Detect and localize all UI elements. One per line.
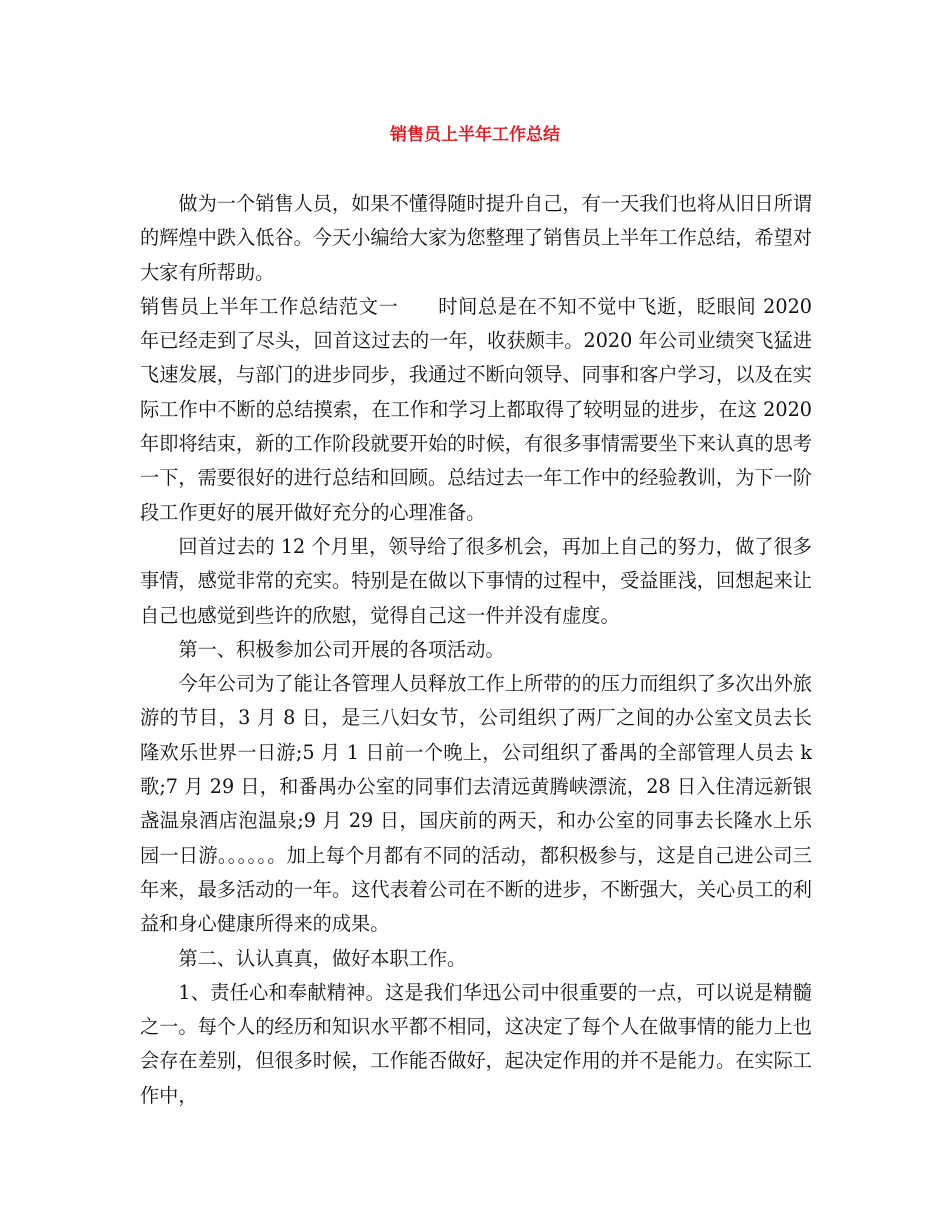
paragraph-responsibility: 1、责任心和奉献精神。这是我们华迅公司中很重要的一点，可以说是精髓之一。每个人的经历和知识水平都不相同，这决定了每个人在做事情的能力上也会存在差别，但很多时候，工作能否做好，起决定作用的并不是能力。在实际工作中， xyxy=(140,980,812,1107)
section-heading-activities: 第一、积极参加公司开展的各项活动。 xyxy=(178,637,505,661)
paragraph-activities: 今年公司为了能让各管理人员释放工作上所带的的压力而组织了多次出外旅游的节目，3 月 8 日，是三八妇女节，公司组织了两厂之间的办公室文员去长隆欢乐世界一日游;5 月 1 日前一个晚上，公司组织了番禺的全部管理人员去 k 歌;7 月 29 日，和番禺办公室的同事们去清远黄腾峡漂流，28 日入住清远新银盏温泉酒店泡温泉;9 月 29 日，国庆前的两天，和办公室的同事去长隆水上乐园一日游。。。。。。加上每个月都有不同的活动，都积极参与，这是自己进公司三年来，最多活动的一年。这代表着公司在不断的进步，不断强大，关心员工的利益和身心健康所得来的成果。 xyxy=(140,672,812,936)
paragraph-intro: 做为一个销售人员，如果不懂得随时提升自己，有一天我们也将从旧日所谓的辉煌中跌入低谷。今天小编给大家为您整理了销售员上半年工作总结，希望对大家有所帮助。 xyxy=(140,192,812,284)
paragraph-sample-one: 销售员上半年工作总结范文一 时间总是在不知不觉中飞逝，眨眼间 2020 年已经走到了尽头，回首这过去的一年，收获颇丰。2020 年公司业绩突飞猛进飞速发展，与部门的进步同步，我通过不断向领导、同事和客户学习，以及在实际工作中不断的总结摸索，在工作和学习上都取得了较明显的进步，在这 2020 年即将结束，新的工作阶段就要开始的时候，有很多事情需要坐下来认真的思考一下，需要很好的进行总结和回顾。总结过去一年工作中的经验教训，为下一阶段工作更好的展开做好充分的心理准备。 xyxy=(140,294,812,524)
document-title: 销售员上半年工作总结 xyxy=(390,125,560,145)
section-heading-duties: 第二、认认真真，做好本职工作。 xyxy=(178,946,467,970)
document-body xyxy=(140,187,812,1113)
paragraph-review: 回首过去的 12 个月里，领导给了很多机会，再加上自己的努力，做了很多事情，感觉非常的充实。特别是在做以下事情的过程中，受益匪浅，回想起来让自己也感觉到些许的欣慰，觉得自己这一件并没有虚度。 xyxy=(140,534,812,627)
